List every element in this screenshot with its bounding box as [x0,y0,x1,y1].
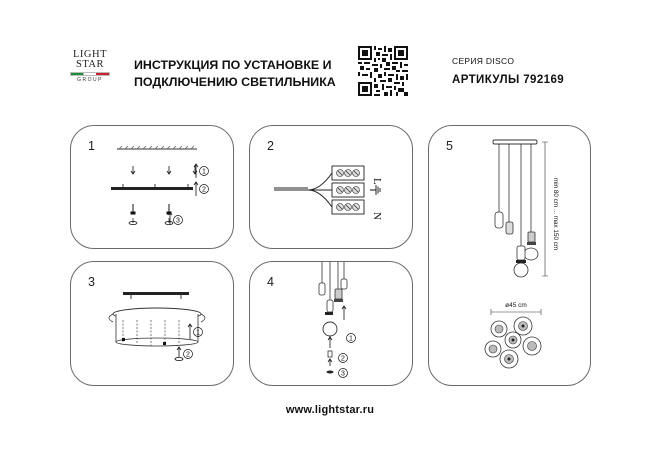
product-article: АРТИКУЛЫ 792169 [452,74,565,86]
step-marker-3: 3 [176,217,180,225]
step-marker-2: 2 [202,186,206,194]
bulb-install-diagram [250,262,412,385]
canopy-diagram [71,262,233,385]
step-number: 2 [267,139,274,153]
website-link[interactable]: www.lightstar.ru [285,404,375,416]
product-series: СЕРИЯ DISCO [452,56,515,66]
title-line-2: ПОДКЛЮЧЕНИЮ СВЕТИЛЬНИКА [134,75,336,89]
height-dimension-label: min 80 cm ... max 150 cm [552,178,559,251]
step-panel-2 [249,125,413,249]
diameter-dimension-label: ø45 cm [505,302,527,309]
step-marker-2: 2 [341,355,345,363]
step-marker-1: 1 [202,168,206,176]
wiring-diagram [250,126,412,248]
document-title [134,57,354,91]
step-marker-1: 1 [349,335,353,343]
brand-logo [66,50,114,100]
dimensions-diagram [429,126,590,385]
step-number: 3 [88,275,95,289]
ground-symbol-icon [370,185,380,195]
mounting-diagram [71,126,233,248]
bulb-icon [323,322,337,336]
qr-code-icon [358,46,408,96]
step-panel-3 [70,261,234,386]
step-marker-2: 2 [186,351,190,359]
terminal-label-l: L [371,178,383,185]
step-marker-3: 3 [341,370,345,378]
logo-line1: LIGHT [73,49,107,60]
logo-line3: GROUP [77,77,103,83]
step-number: 5 [446,139,453,153]
step-panel-5 [428,125,591,386]
arrow-up-icon [168,164,198,224]
step-panel-1 [70,125,234,249]
title-line-1: ИНСТРУКЦИЯ ПО УСТАНОВКЕ И [134,58,332,72]
step-number: 4 [267,275,274,289]
logo-line2: STAR [76,59,104,70]
step-marker-1: 1 [196,329,200,337]
step-panel-4 [249,261,413,386]
step-number: 1 [88,139,95,153]
terminal-label-n: N [371,212,383,220]
logo-flag-bar [70,72,110,76]
